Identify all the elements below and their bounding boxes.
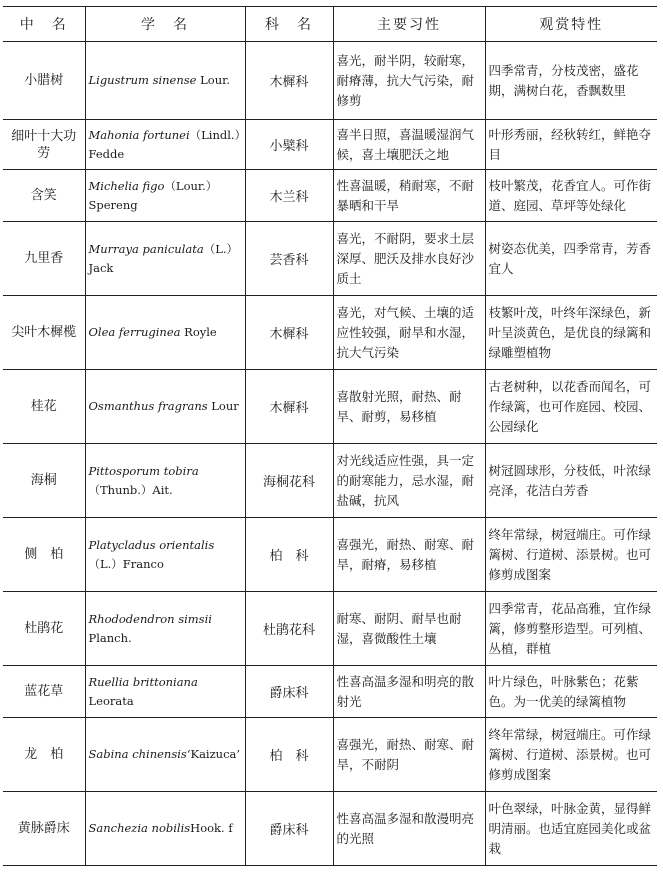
sci-author: （Thunb.）Ait. — [88, 482, 173, 497]
cell-cn-name: 含笑 — [3, 170, 85, 222]
cell-sci-name — [85, 592, 245, 666]
table-row — [3, 592, 657, 666]
header-ornamental: 观赏特性 — [485, 7, 657, 42]
table-row — [3, 170, 657, 222]
cell-habits: 喜半日照，喜温暖湿润气候，喜土壤肥沃之地 — [333, 120, 485, 170]
cell-sci-name — [85, 42, 245, 120]
header-row — [3, 7, 657, 42]
sci-author: （L.）Franco — [88, 556, 164, 571]
sci-author: Hook. f — [190, 821, 233, 835]
table-header — [3, 7, 657, 42]
cell-cn-name: 侧 柏 — [3, 518, 85, 592]
cell-family: 杜鹃花科 — [245, 592, 333, 666]
sci-author: ‘Kaizuca’ — [186, 747, 241, 761]
sci-author: Lour — [207, 399, 239, 413]
cell-family: 爵床科 — [245, 792, 333, 866]
cell-habits: 喜光，对气候、土壤的适应性较强，耐旱和水湿，抗大气污染 — [333, 296, 485, 370]
table-row — [3, 120, 657, 170]
cell-ornamental: 叶形秀丽，经秋转红，鲜艳夺目 — [485, 120, 657, 170]
cell-cn-name: 桂花 — [3, 370, 85, 444]
cell-sci-name — [85, 718, 245, 792]
cell-family: 小檗科 — [245, 120, 333, 170]
cell-ornamental: 叶片绿色，叶脉紫色；花紫色。为一优美的绿篱植物 — [485, 666, 657, 718]
table-row — [3, 42, 657, 120]
cell-family: 木兰科 — [245, 170, 333, 222]
cell-ornamental: 叶色翠绿，叶脉金黄，显得鲜明清丽。也适宜庭园美化或盆栽 — [485, 792, 657, 866]
cell-cn-name: 尖叶木樨榄 — [3, 296, 85, 370]
sci-binomial: Ligustrum sinense — [88, 73, 197, 87]
cell-ornamental: 枝叶繁茂，花香宜人。可作街道、庭园、草坪等处绿化 — [485, 170, 657, 222]
cell-habits: 性喜高温多湿和明亮的散射光 — [333, 666, 485, 718]
cell-family: 海桐花科 — [245, 444, 333, 518]
cell-cn-name: 黄脉爵床 — [3, 792, 85, 866]
cell-ornamental: 枝繁叶茂，叶终年深绿色，新叶呈淡黄色，是优良的绿篱和绿雕塑植物 — [485, 296, 657, 370]
cell-cn-name: 龙 柏 — [3, 718, 85, 792]
cell-family: 柏 科 — [245, 518, 333, 592]
cell-cn-name: 九里香 — [3, 222, 85, 296]
cell-sci-name — [85, 296, 245, 370]
cell-sci-name — [85, 792, 245, 866]
cell-habits: 对光线适应性强，具一定的耐寒能力，忌水湿，耐盐碱，抗风 — [333, 444, 485, 518]
cell-cn-name: 小腊树 — [3, 42, 85, 120]
cell-habits: 性喜温暖，稍耐寒，不耐暴晒和干旱 — [333, 170, 485, 222]
table-row — [3, 792, 657, 866]
table-row — [3, 444, 657, 518]
cell-ornamental: 终年常绿，树冠端庄。可作绿篱树、行道树、添景树。也可修剪成图案 — [485, 518, 657, 592]
cell-habits: 喜散射光照，耐热、耐旱、耐剪，易移植 — [333, 370, 485, 444]
cell-ornamental: 古老树种，以花香而闻名，可作绿篱，也可作庭园、校园、公园绿化 — [485, 370, 657, 444]
sci-binomial: Mahonia fortunei — [88, 127, 190, 142]
cell-family: 木樨科 — [245, 42, 333, 120]
cell-habits: 喜强光，耐热、耐寒、耐旱，不耐阴 — [333, 718, 485, 792]
cell-habits: 喜光，耐半阴，较耐寒，耐瘠薄，抗大气污染，耐修剪 — [333, 42, 485, 120]
cell-sci-name — [85, 370, 245, 444]
sci-binomial: Sabina chinensis — [88, 747, 187, 761]
cell-ornamental: 树姿态优美，四季常青，芳香宜人 — [485, 222, 657, 296]
cell-family: 柏 科 — [245, 718, 333, 792]
cell-cn-name: 杜鹃花 — [3, 592, 85, 666]
sci-author: Planch. — [88, 630, 132, 645]
sci-author: （Lindl.）Fedde — [88, 127, 241, 161]
cell-sci-name — [85, 518, 245, 592]
sci-binomial: Sanchezia nobilis — [88, 821, 191, 835]
cell-sci-name — [85, 666, 245, 718]
cell-habits: 喜强光，耐热、耐寒、耐旱，耐瘠，易移植 — [333, 518, 485, 592]
cell-family: 芸香科 — [245, 222, 333, 296]
sci-binomial: Osmanthus fragrans — [88, 399, 208, 413]
table-row — [3, 296, 657, 370]
cell-ornamental: 终年常绿，树冠端庄。可作绿篱树、行道树、添景树。也可修剪成图案 — [485, 718, 657, 792]
cell-cn-name: 海桐 — [3, 444, 85, 518]
cell-sci-name — [85, 444, 245, 518]
sci-author: Leorata — [88, 693, 134, 708]
cell-cn-name: 蓝花草 — [3, 666, 85, 718]
sci-author: （L.）Jack — [88, 241, 238, 275]
table-body — [3, 42, 657, 866]
table-row — [3, 718, 657, 792]
header-cn-name: 中 名 — [3, 7, 85, 42]
table-row — [3, 370, 657, 444]
sci-binomial: Rhododendron simsii — [88, 611, 212, 626]
cell-habits: 喜光，不耐阴，要求土层深厚、肥沃及排水良好沙质土 — [333, 222, 485, 296]
cell-family: 爵床科 — [245, 666, 333, 718]
table-row — [3, 666, 657, 718]
sci-binomial: Michelia figo — [88, 178, 165, 193]
cell-sci-name — [85, 222, 245, 296]
cell-sci-name — [85, 170, 245, 222]
cell-ornamental: 四季常青，花品高雅，宜作绿篱，修剪整形造型。可列植、丛植，群植 — [485, 592, 657, 666]
sci-binomial: Ruellia brittoniana — [88, 674, 198, 689]
cell-ornamental: 四季常青，分枝茂密，盛花期，满树白花，香飘数里 — [485, 42, 657, 120]
plant-table — [3, 6, 657, 866]
header-family: 科 名 — [245, 7, 333, 42]
cell-family: 木樨科 — [245, 370, 333, 444]
cell-sci-name — [85, 120, 245, 170]
cell-ornamental: 树冠圆球形，分枝低，叶浓绿亮泽，花洁白芳香 — [485, 444, 657, 518]
sci-author: （Lour.）Spereng — [88, 178, 218, 212]
sci-binomial: Platycladus orientalis — [88, 537, 215, 552]
sci-binomial: Murraya paniculata — [88, 241, 204, 256]
cell-cn-name: 细叶十大功劳 — [3, 120, 85, 170]
header-sci-name: 学 名 — [85, 7, 245, 42]
table-row — [3, 518, 657, 592]
cell-habits: 性喜高温多湿和散漫明亮的光照 — [333, 792, 485, 866]
sci-author: Royle — [180, 325, 217, 339]
sci-binomial: Pittosporum tobira — [88, 463, 199, 478]
cell-family: 木樨科 — [245, 296, 333, 370]
sci-author: Lour. — [196, 73, 230, 87]
header-habits: 主要习性 — [333, 7, 485, 42]
table-row — [3, 222, 657, 296]
cell-habits: 耐寒、耐阴、耐旱也耐湿，喜微酸性土壤 — [333, 592, 485, 666]
sci-binomial: Olea ferruginea — [88, 325, 181, 339]
